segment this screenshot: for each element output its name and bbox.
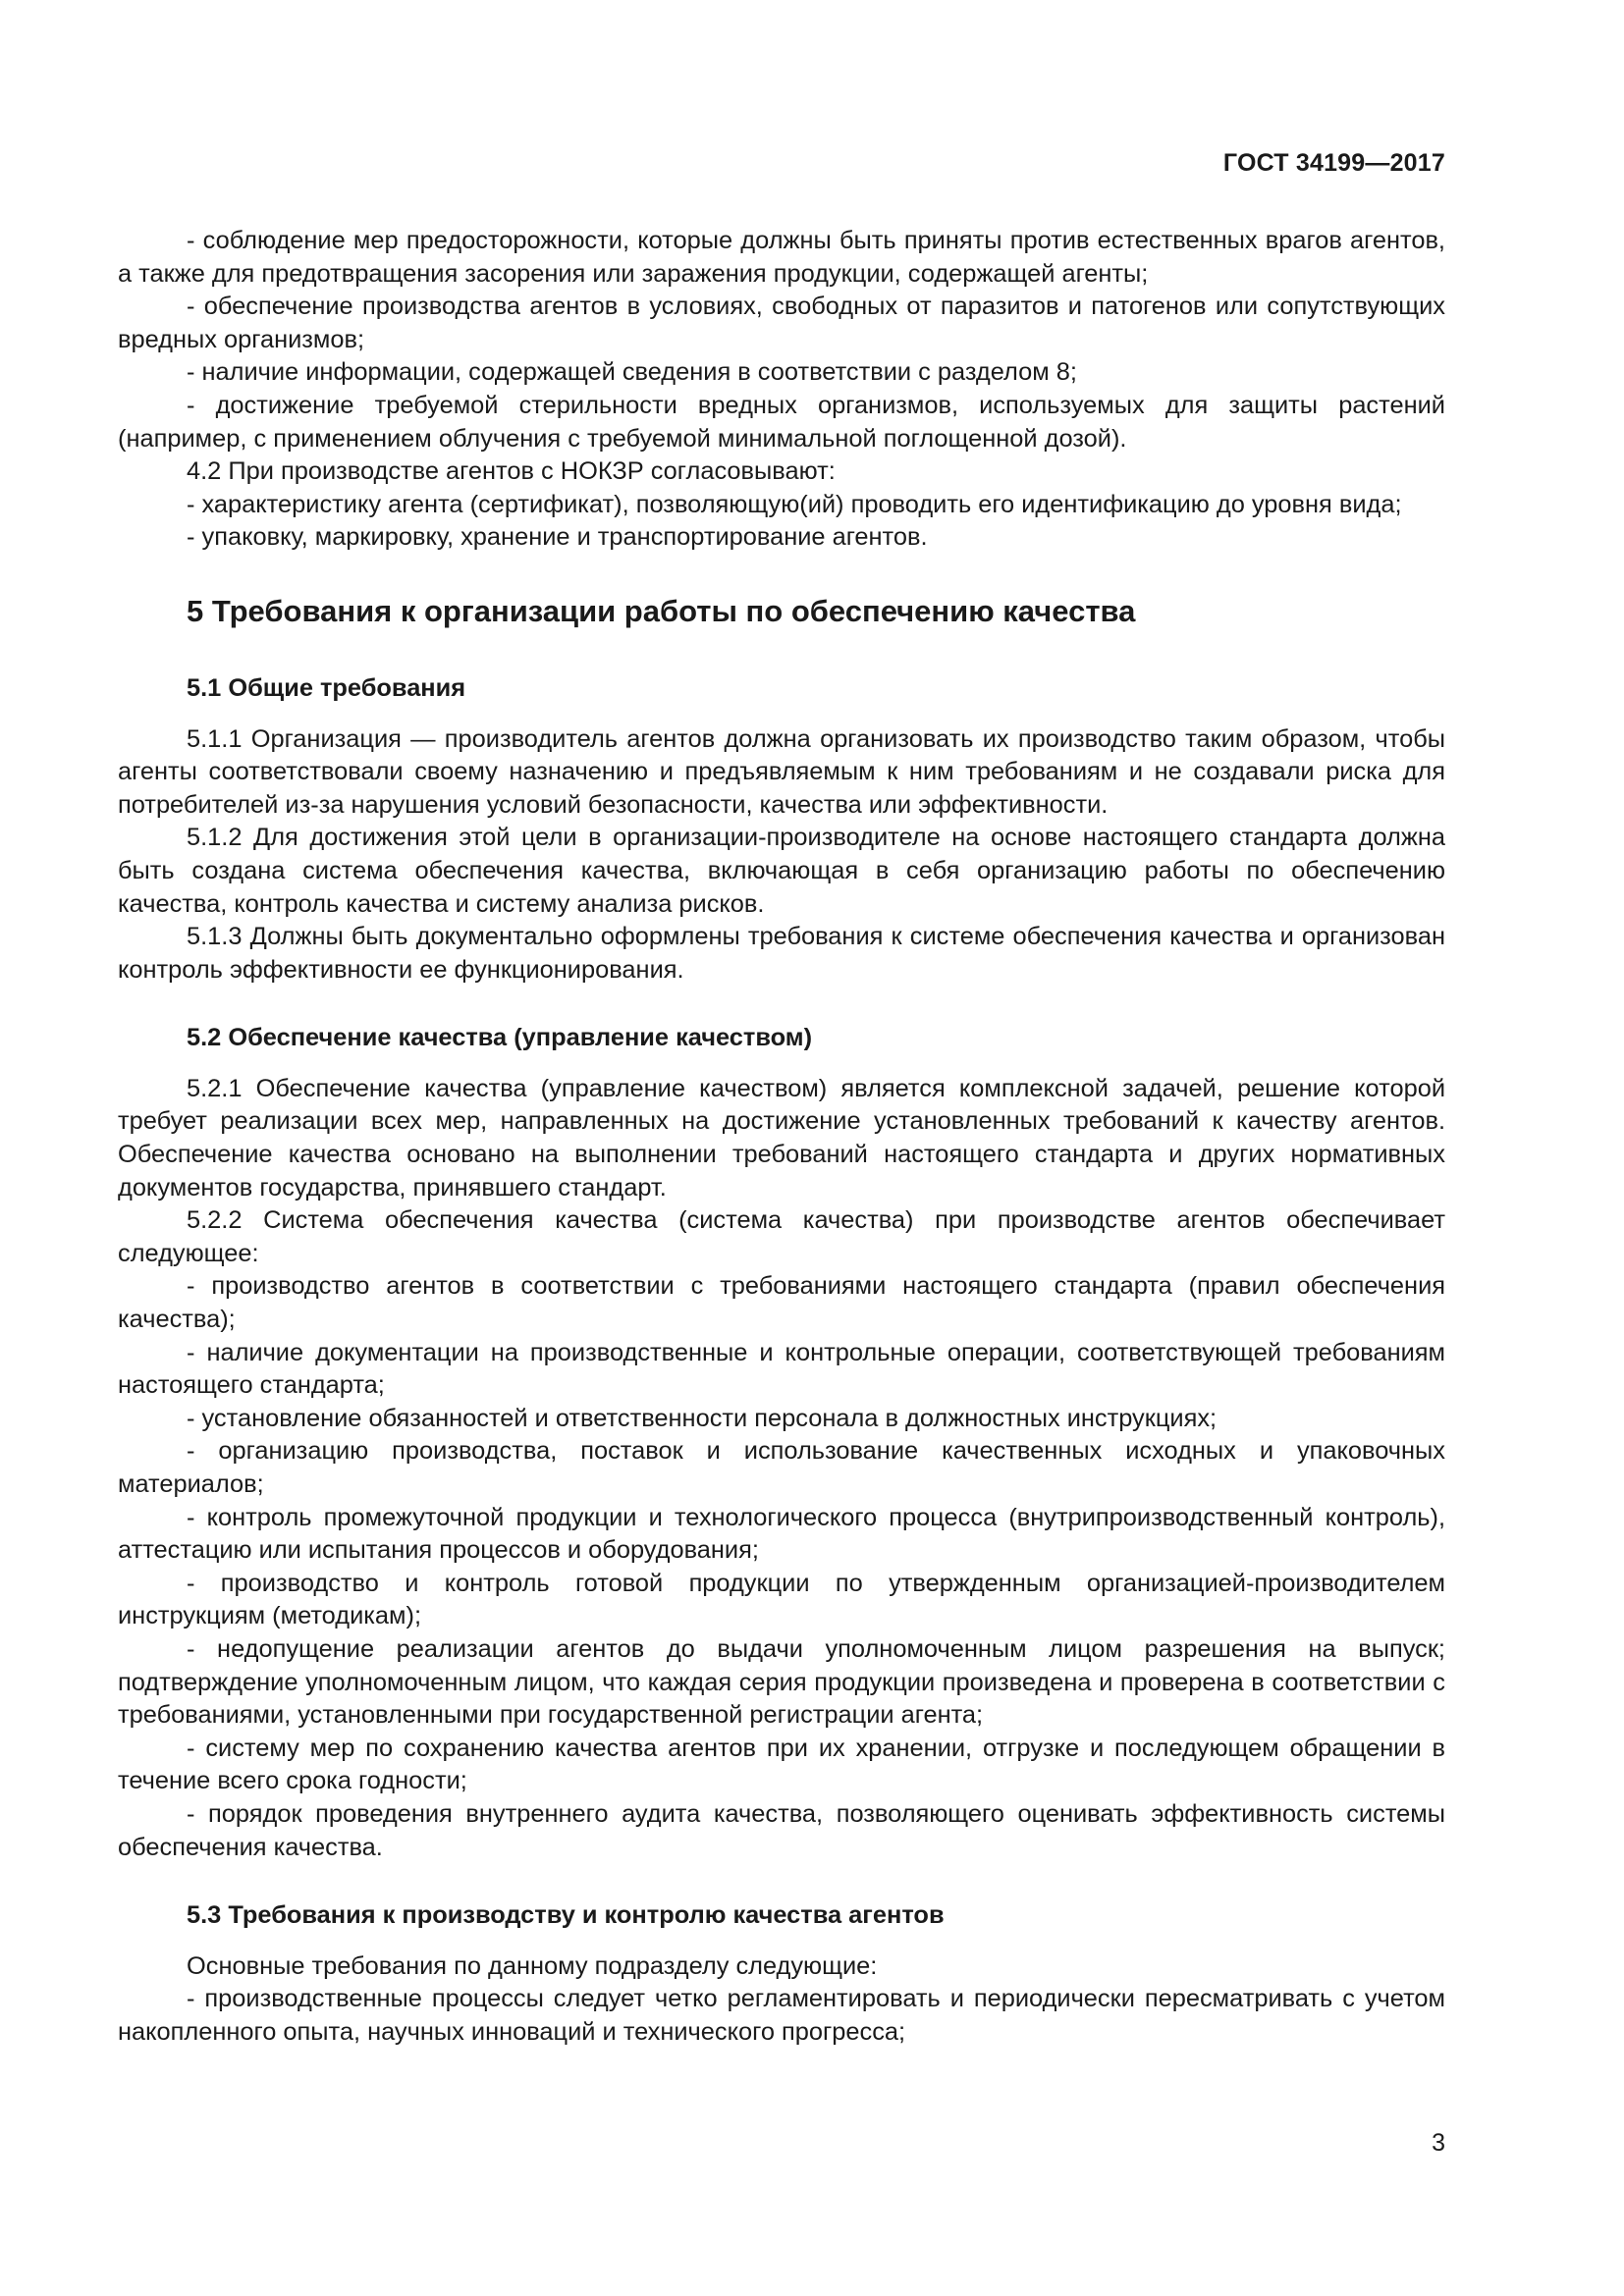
standard-code-header: ГОСТ 34199—2017 [1222, 149, 1445, 177]
paragraph: - обеспечение производства агентов в условиях, свободных от паразитов и патогенов или сопутствующих вредных организмов; [118, 293, 1445, 353]
document-page [118, 0, 1445, 2296]
paragraph: 5.2.2 Система обеспечения качества (система качества) при производстве агентов обеспечивает следующее: [118, 1206, 1445, 1267]
section-5-title: 5 Требования к организации работы по обеспечению качества [187, 593, 1136, 628]
paragraph: - упаковку, маркировку, хранение и транспортирование агентов. [187, 523, 928, 552]
document-body [118, 225, 1445, 2050]
paragraph: 4.2 При производстве агентов с НОКЗР согласовывают: [187, 457, 836, 486]
paragraph: Основные требования по данному подразделу следующие: [187, 1951, 878, 1980]
paragraph: - соблюдение мер предосторожности, которые должны быть приняты против естественных врагов агентов, а также для предотвращения засорения или заражения продукции, содержащей агенты; [118, 227, 1445, 288]
subsection-5-3-title: 5.3 Требования к производству и контролю качества агентов [187, 1901, 945, 1930]
paragraph: - установление обязанностей и ответственности персонала в должностных инструкциях; [187, 1404, 1218, 1432]
paragraph: 5.1.1 Организация — производитель агентов должна организовать их производство таким образом, чтобы агенты соответствовали своему назначению и предъявляемым к ним требованиям и не создавали риска для потребителей из-за нарушения условий безопасности, качества или эффективности. [118, 724, 1445, 819]
subsection-5-2-title: 5.2 Обеспечение качества (управление качеством) [187, 1024, 813, 1052]
paragraph: - организацию производства, поставок и использование качественных исходных и упаковочных материалов; [118, 1437, 1445, 1498]
paragraph: - достижение требуемой стерильности вредных организмов, используемых для защиты растений (например, с применением облучения с требуемой минимальной поглощенной дозой). [118, 391, 1445, 453]
paragraph: 5.1.3 Должны быть документально оформлены требования к системе обеспечения качества и организован контроль эффективности ее функционирования. [118, 923, 1445, 984]
paragraph: - наличие документации на производственные и контрольные операции, соответствующей требованиям настоящего стандарта; [118, 1338, 1445, 1400]
paragraph: - наличие информации, содержащей сведения в соответствии с разделом 8; [187, 358, 1077, 387]
paragraph: - систему мер по сохранению качества агентов при их хранении, отгрузке и последующем обращении в течение всего срока годности; [118, 1734, 1445, 1795]
paragraph: - недопущение реализации агентов до выдачи уполномоченным лицом разрешения на выпуск; подтверждение уполномоченным лицом, что каждая серия продукции произведена и проверена в соответствии с требованиями, установленными при государственной регистрации агента; [118, 1634, 1445, 1730]
paragraph: - производство и контроль готовой продукции по утвержденным организацией-производителем инструкциям (методикам); [118, 1569, 1445, 1630]
subsection-5-1-title: 5.1 Общие требования [187, 673, 466, 702]
paragraph: 5.2.1 Обеспечение качества (управление качеством) является комплексной задачей, решение которой требует реализации всех мер, направленных на достижение установленных требований к качеству агентов. Обеспечение качества основано на выполнении требований настоящего стандарта и других нормативных документов государства, принявшего стандарт. [118, 1074, 1445, 1201]
paragraph: - производственные процессы следует четко регламентировать и периодически пересматривать с учетом накопленного опыта, научных инноваций и технического прогресса; [118, 1985, 1445, 2046]
paragraph: - характеристику агента (сертификат), позволяющую(ий) проводить его идентификацию до уровня вида; [187, 490, 1402, 518]
paragraph: 5.1.2 Для достижения этой цели в организации-производителе на основе настоящего стандарта должна быть создана система обеспечения качества, включающая в себя организацию работы по обеспечению качества, контроль качества и систему анализа рисков. [118, 824, 1445, 918]
paragraph: - порядок проведения внутреннего аудита качества, позволяющего оценивать эффективность системы обеспечения качества. [118, 1799, 1445, 1861]
page-number: 3 [1432, 2129, 1445, 2157]
paragraph: - производство агентов в соответствии с требованиями настоящего стандарта (правил обеспечения качества); [118, 1272, 1445, 1334]
paragraph: - контроль промежуточной продукции и технологического процесса (внутрипроизводственный контроль), аттестацию или испытания процессов и оборудования; [118, 1503, 1445, 1565]
